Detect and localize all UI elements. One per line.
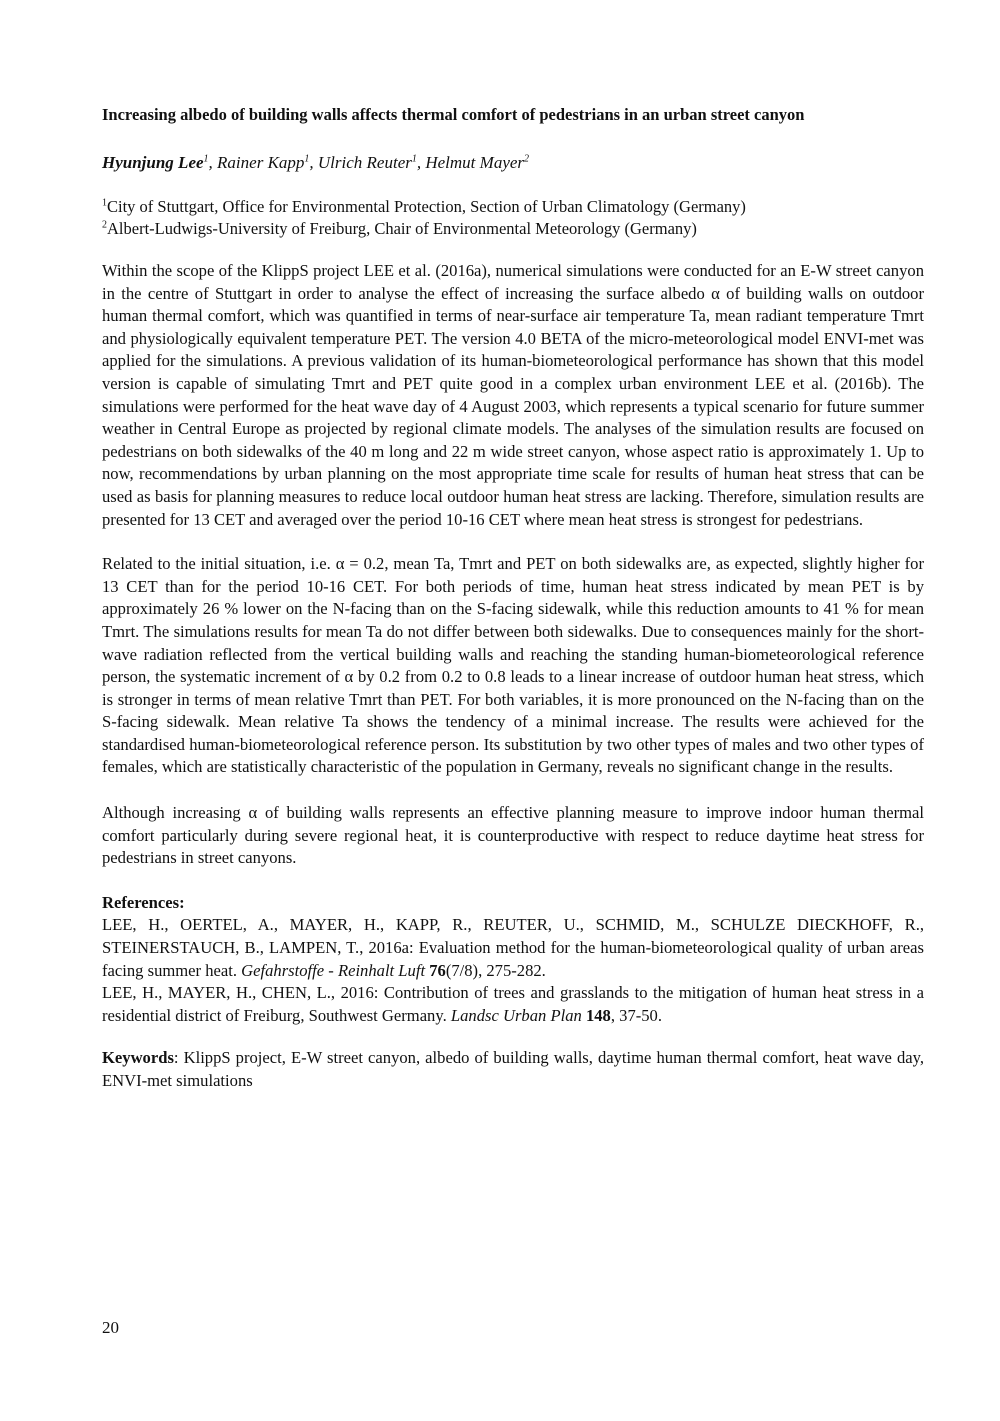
affiliation-text: City of Stuttgart, Office for Environmental Protection, Section of Urban Climatology (Germany) [107,197,746,216]
body-paragraph: Related to the initial situation, i.e. α = 0.2, mean Ta, Tmrt and PET on both sidewalks are, as expected, slightly higher for 13 CET than for the period 10-16 CET. For both periods of time, human heat stress indicated by mean PET is by approximately 26 % lower on the N-facing than on the S-facing sidewalk, while this reduction amounts to 41 % for mean Tmrt. The simulations results for mean Ta do not differ between both sidewalks. Due to consequences mainly for the short-wave radiation reflected from the vertical building walls and reaching the standing human-biometeorological reference person, the systematic increment of α by 0.2 from 0.2 to 0.8 leads to a linear increase of outdoor human heat stress, which is stronger in terms of mean relative Tmrt than PET. For both variables, it is more pronounced on the N-facing than on the S-facing sidewalk. Mean relative Ta shows the tendency of a minimal increase. The results were achieved for the standardised human-biometeorological reference person. Its substitution by two other types of males and two other types of females, which are statistically characteristic of the population in Germany, reveals no significant change in the results. [102,554,924,777]
author-name: Ulrich Reuter [317,153,412,172]
author-list [102,152,924,174]
author-name: Hyunjung Lee [102,153,204,172]
keywords [102,1047,924,1092]
keywords-label: Keywords [102,1048,174,1068]
keywords-text: KlippS project, E-W street canyon, albedo of building walls, daytime human thermal comfort, heat wave day, ENVI-met simulations [102,1048,924,1090]
reference-item [102,914,924,982]
reference-text: LEE, H., MAYER, H., CHEN, L., 2016: Contribution of trees and grasslands to the mitigation of human heat stress in a residential district of Freiburg, Southwest Germany. [102,983,924,1025]
reference-item [102,982,924,1027]
reference-pages: , 37-50. [610,1005,663,1025]
reference-volume: 76 [429,960,446,980]
keywords-colon: : [173,1048,184,1068]
author-name: Helmut Mayer [425,153,525,172]
affiliation-marker: 1 [411,153,417,165]
reference-pages: (7/8), 275-282. [445,960,546,980]
affiliation-marker: 1 [203,153,209,165]
affiliation-marker: 1 [304,153,310,165]
body-paragraph: Within the scope of the KlippS project LEE et al. (2016a), numerical simulations were conducted for an E-W street canyon in the centre of Stuttgart in order to analyse the effect of increasing the surface albedo α of building walls on outdoor human thermal comfort, which was quantified in terms of near-surface air temperature Ta, mean radiant temperature Tmrt and physiologically equivalent temperature PET. The version 4.0 BETA of the micro-meteorological model ENVI-met was applied for the simulations. A previous validation of its human-biometeorological performance has shown that this model version is capable of simulating Tmrt and PET quite good in a complex urban environment LEE et al. (2016b). The simulations were performed for the heat wave day of 4 August 2003, which represents a typical scenario for future summer weather in Central Europe as projected by regional climate models. The analyses of the simulation results are focused on pedestrians on both sidewalks of the 40 m long and 22 m wide street canyon, whose aspect ratio is approximately 1. Up to now, recommendations by urban planning on the most appropriate time scale for results of human heat stress that can be used as basis for planning measures to reduce local outdoor human heat stress are lacking. Therefore, simulation results are presented for 13 CET and averaged over the period 10-16 CET where mean heat stress is strongest for pedestrians. [102,261,924,529]
author-separator: , [309,153,318,172]
references-heading: References: [102,892,185,912]
body-paragraph: Although increasing α of building walls represents an effective planning measure to improve indoor human thermal comfort particularly during severe regional heat, it is counterproductive with respect to reduce daytime heat stress for pedestrians in street canyons. [102,803,924,868]
paper-page [102,104,924,1093]
page-number: 20 [102,1318,119,1337]
author-name: Rainer Kapp [217,153,305,172]
author-separator: , [416,153,426,172]
author-separator: , [208,153,218,172]
paper-title: Increasing albedo of building walls affects thermal comfort of pedestrians in an urban street canyon [102,105,805,124]
reference-text: LEE, H., OERTEL, A., MAYER, H., KAPP, R., REUTER, U., SCHMID, M., SCHULZE DIECKHOFF, R., STEINERSTAUCH, B., LAMPEN, T., 2016a: Evaluation method for the human-biometeorological quality of urban areas facing summer heat. [102,915,924,980]
reference-journal: Landsc Urban Plan [450,1005,582,1025]
reference-volume: 148 [585,1005,611,1025]
affiliation-marker: 2 [524,153,530,165]
affiliation [102,218,924,240]
affiliation [102,196,924,218]
affiliation-marker: 1 [102,197,107,209]
affiliation-text: Albert-Ludwigs-University of Freiburg, Chair of Environmental Meteorology (Germany) [107,219,697,238]
reference-journal: Gefahrstoffe - Reinhalt Luft [241,960,426,980]
affiliation-marker: 2 [102,219,107,231]
